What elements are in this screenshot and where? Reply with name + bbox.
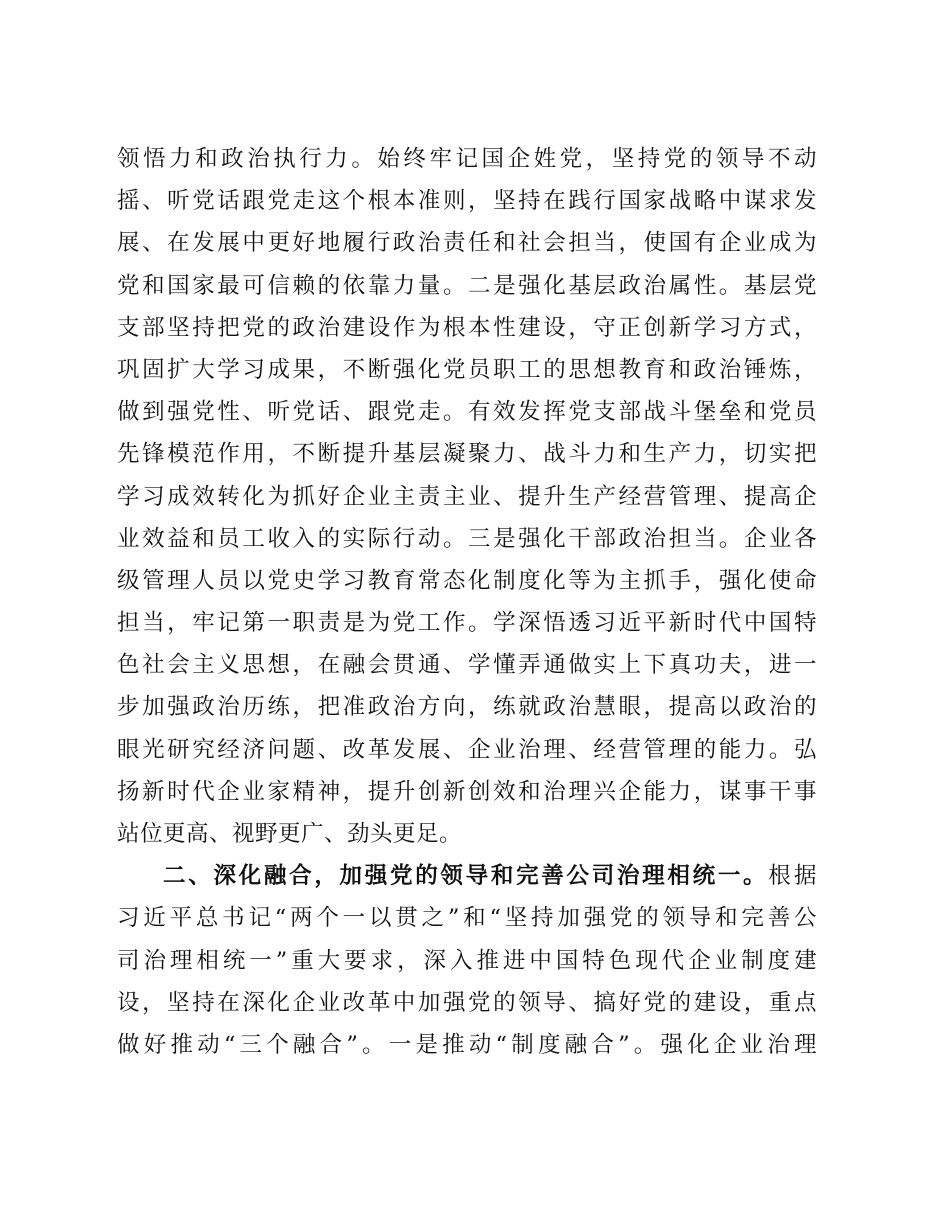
text-line: 党和国家最可信赖的依靠力量。二是强化基层政治属性。基层党 <box>117 272 817 299</box>
paragraph-1 <box>117 138 817 855</box>
heading-line-rest: 根据 <box>768 863 817 890</box>
document-body <box>117 138 817 1066</box>
text-line: 支部坚持把党的政治建设作为根本性建设，守正创新学习方式， <box>117 314 817 341</box>
section-heading: 二、深化融合，加强党的领导和完善公司治理相统一。 <box>163 863 769 890</box>
text-line: 巩固扩大学习成果，不断强化党员职工的思想教育和政治锤炼， <box>117 356 817 383</box>
text-line: 扬新时代企业家精神，提升创新创效和治理兴企能力，谋事干事 <box>117 778 817 805</box>
text-line: 做到强党性、听党话、跟党走。有效发挥党支部战斗堡垒和党员 <box>117 399 817 426</box>
text-line: 级管理人员以党史学习教育常态化制度化等为主抓手，强化使命 <box>117 567 817 594</box>
text-line: 担当，牢记第一职责是为党工作。学深悟透习近平新时代中国特 <box>117 610 817 637</box>
text-line: 色社会主义思想，在融会贯通、学懂弄通做实上下真功夫，进一 <box>117 652 817 679</box>
paragraph-2 <box>117 855 817 1066</box>
text-line: 领悟力和政治执行力。始终牢记国企姓党，坚持党的领导不动 <box>117 146 817 172</box>
text-line: 摇、听党话跟党走这个根本准则，坚持在践行国家战略中谋求发 <box>117 188 817 215</box>
text-line: 业效益和员工收入的实际行动。三是强化干部政治担当。企业各 <box>117 525 817 552</box>
text-line: 步加强政治历练，把准政治方向，练就政治慧眼，提高以政治的 <box>117 694 817 721</box>
text-line: 眼光研究经济问题、改革发展、企业治理、经营管理的能力。弘 <box>117 736 817 763</box>
text-line: 习近平总书记“两个一以贯之”和“坚持加强党的领导和完善公 <box>117 905 817 932</box>
text-line: 先锋模范作用，不断提升基层凝聚力、战斗力和生产力，切实把 <box>117 441 817 468</box>
text-line: 设，坚持在深化企业改革中加强党的领导、搞好党的建设，重点 <box>117 989 817 1016</box>
section-heading-line <box>117 855 817 897</box>
text-line: 站位更高、视野更广、劲头更足。 <box>117 821 463 847</box>
text-line: 学习成效转化为抓好企业主责主业、提升生产经营管理、提高企 <box>117 483 817 510</box>
text-line: 司治理相统一”重大要求，深入推进中国特色现代企业制度建 <box>117 947 817 974</box>
text-line: 展、在发展中更好地履行政治责任和社会担当，使国有企业成为 <box>117 230 817 257</box>
text-line: 做好推动“三个融合”。一是推动“制度融合”。强化企业治理 <box>117 1031 817 1058</box>
